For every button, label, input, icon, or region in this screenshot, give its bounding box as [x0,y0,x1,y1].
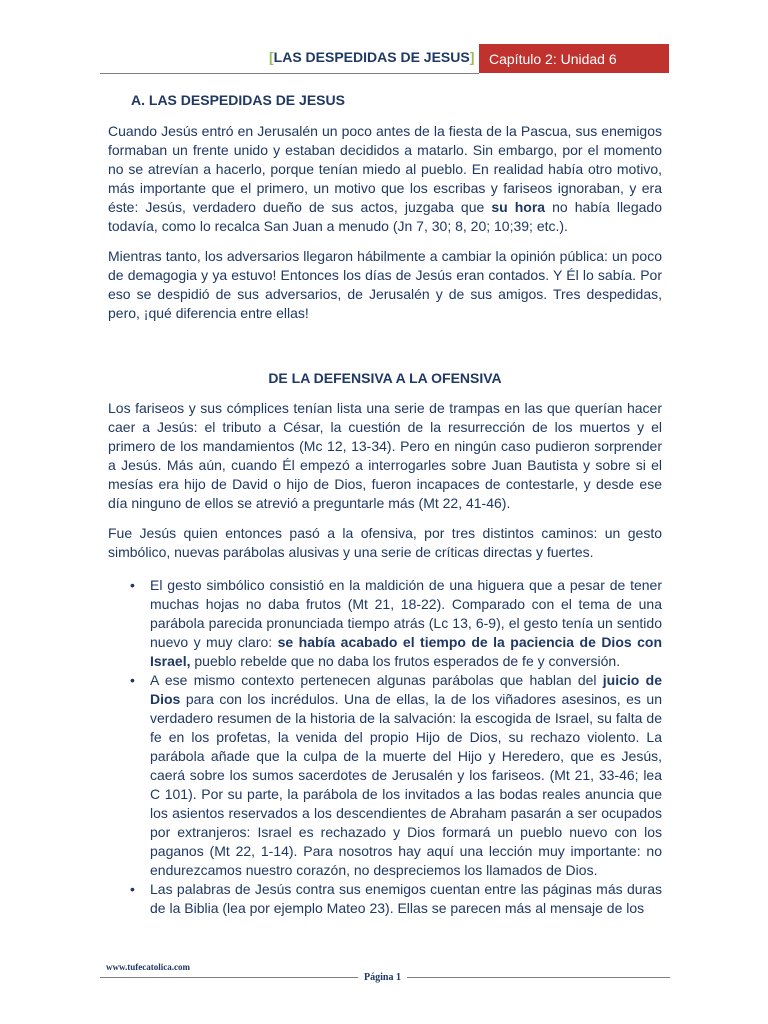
header-rule [100,73,479,74]
section-heading: A. LAS DESPEDIDAS DE JESUS [131,92,345,108]
chapter-label: Capítulo 2: Unidad 6 [489,51,617,67]
page-number: Página 1 [358,972,407,983]
paragraph-1-text-a: Cuando Jesús entró en Jerusalén un poco antes de la fiesta de la Pascua, sus enemigos formaban un frente unido y estaban decididos a matarlo. Sin embargo, por el momento no se atrevían a hacerlo, porque tenían miedo al pueblo. En realidad había otro motivo, más importante que el primero, un motivo que los escribas y fariseos ignoraban, y era éste: Jesús, verdadero dueño de sus actos, juzgaba que [108,123,662,215]
bullet-1-text-a: El gesto simbólico consistió en la maldición de una higuera que a pesar de tener muchas hojas no daba frutos (Mt 21, 18-22). Comparado con el tema de una parábola parecida pronunciada tiempo atrás (Lc 13, 6-9), el gesto tenía un sentido nuevo y muy claro: [150,577,662,650]
paragraph-3: Los fariseos y sus cómplices tenían lista una serie de trampas en las que querían hacer caer a Jesús: el tributo a César, la cuestión de la resurrección de los muertos y el primero de los mandamientos (Mc 12, 13-34). Pero en ningún caso pudieron sorprender a Jesús. Más aún, cuando Él empezó a interrogarles sobre Juan Bautista y sobre si el mesías era hijo de David o hijo de Dios, fueron incapaces de contestarle, y desde ese día ninguno de ellos se atrevió a preguntarle más (Mt 22, 41-46). [108,400,662,511]
list-item [108,576,662,671]
bullet-3-text: Las palabras de Jesús contra sus enemigos cuentan entre las páginas más duras de la Biblia (lea por ejemplo Mateo 23). Ellas se parecen más al mensaje de los [150,881,662,916]
running-header-title [269,49,477,65]
bullet-2-text-a: A ese mismo contexto pertenecen algunas parábolas que hablan del [150,672,603,688]
bullet-2-bold: juicio de Dios [150,672,662,707]
bullet-icon: • [130,577,135,593]
list-item [108,671,662,880]
footer-website: www.tufecatolica.com [106,962,190,972]
paragraph-1 [108,122,662,236]
paragraph-4: Fue Jesús quien entonces pasó a la ofensiva, por tres distintos caminos: un gesto simbólico, nuevas parábolas alusivas y una serie de críticas directas y fuertes. [108,525,662,560]
subheading: DE LA DEFENSIVA A LA OFENSIVA [268,370,502,386]
bullet-2-text-b: para con los incrédulos. Una de ellas, la de los viñadores asesinos, es un verdadero resumen de la historia de la salvación: la escogida de Israel, su falta de fe en los profetas, la venida del propio Hijo de Dios, su rechazo violento. La parábola añade que la culpa de la muerte del Hijo y Heredero, que es Jesús, caerá sobre los sumos sacerdotes de Jerusalén y los fariseos. (Mt 21, 33-46; lea C 101). Por su parte, la parábola de los invitados a las bodas reales anuncia que los asientos reservados a los descendientes de Abraham pasarán a ser ocupados por extranjeros: Israel es rechazado y Dios formará un pueblo nuevo con los paganos (Mt 22, 1-14). Para nosotros hay aquí una lección muy importante: no endurezcamos nuestro corazón, no despreciemos los llamados de Dios. [150,691,662,878]
chapter-badge [479,44,669,73]
bullet-icon: • [130,672,135,688]
header-bracket-close: ] [469,49,475,65]
bullet-list [108,576,662,918]
header-title-text: LAS DESPEDIDAS DE JESUS [273,49,470,65]
bullet-1-text-b: pueblo rebelde que no daba los frutos esperados de fe y conversión. [190,653,621,669]
header-bracket-open: [ [269,49,274,65]
paragraph-1-bold: su hora [491,199,546,215]
paragraph-2: Mientras tanto, los adversarios llegaron hábilmente a cambiar la opinión pública: un poco de demagogia y ya estuvo! Entonces los días de Jesús eran contados. Y Él lo sabía. Por eso se despidió de sus adversarios, de Jerusalén y de sus amigos. Tres despedidas, pero, ¡qué diferencia entre ellas! [108,248,662,321]
paragraph-1-text-b: no había llegado todavía, como lo recalca San Juan a menudo (Jn 7, 30; 8, 20; 10;39; etc.). [108,199,662,234]
bullet-1-bold: se había acabado el tiempo de la paciencia de Dios con Israel, [150,634,662,669]
bullet-icon: • [130,881,135,897]
list-item [108,880,662,918]
